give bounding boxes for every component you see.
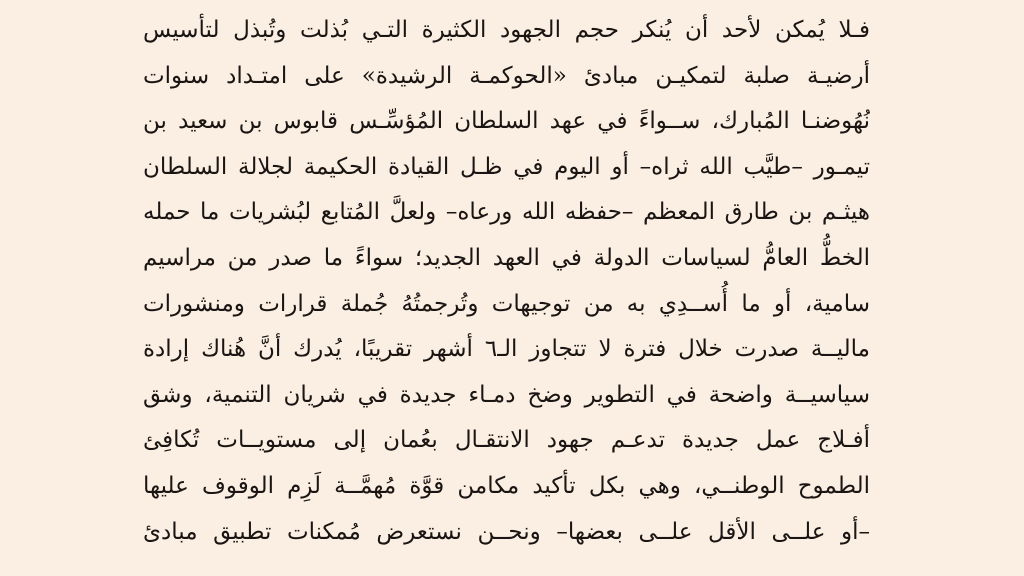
text-line-9: سياسيــة واضحة في التطوير وضخ دمـاء جديدة في شريان التنمية، وشق: [143, 381, 870, 408]
text-line-6: الخطُّ العامُّ لسياسات الدولة في العهد الجديد؛ سواءً ما صدر من مراسيم: [143, 244, 870, 271]
text-line-2: أرضيـة صلبة لتمكيـن مبادئ «الحوكمـة الرشيدة» على امتـداد سنوات: [143, 62, 870, 89]
document-page: [143, 8, 870, 576]
text-line-3: نُهُوضنـا المُبارك، ســواءً في عهد السلطان المُؤسِّـس قابوس بن سعيد بن: [143, 108, 870, 135]
text-line-11: الطموح الوطنــي، وهي بكل تأكيد مكامن قوَّة مُهمَّــة لَزِم الوقوف عليها: [143, 472, 870, 499]
text-line-4: تيمـور –طيَّب الله ثراه– أو اليوم في ظـل القيادة الحكيمة لجلالة السلطان: [143, 153, 870, 180]
text-line-12: –أو علــى الأقل علــى بعضها– ونحــن نستعرض مُمكنات تطبيق مبادئ: [143, 518, 870, 545]
text-line-5: هيثـم بن طارق المعظم –حفظه الله ورعاه– ولعلَّ المُتابع لبُشريات ما حمله: [143, 199, 870, 226]
text-line-1: فـلا يُمكن لأحد أن يُنكر حجم الجهود الكثيرة التـي بُذلت وتُبذل لتأسيس: [143, 17, 870, 43]
text-line-10: أفـلاج عمل جديدة تدعـم جهود الانتقـال بعُمان إلى مستويــات تُكافِئ: [143, 427, 870, 454]
text-line-7: سامية، أو ما أُســدِي به من توجيهات وتُرجمتُهُ جُملة قرارات ومنشورات: [143, 290, 870, 317]
text-line-8: ماليــة صدرت خلال فترة لا تتجاوز الـ٦ أشهر تقريبًا، يُدرك أنَّ هُناك إرادة: [143, 336, 870, 363]
